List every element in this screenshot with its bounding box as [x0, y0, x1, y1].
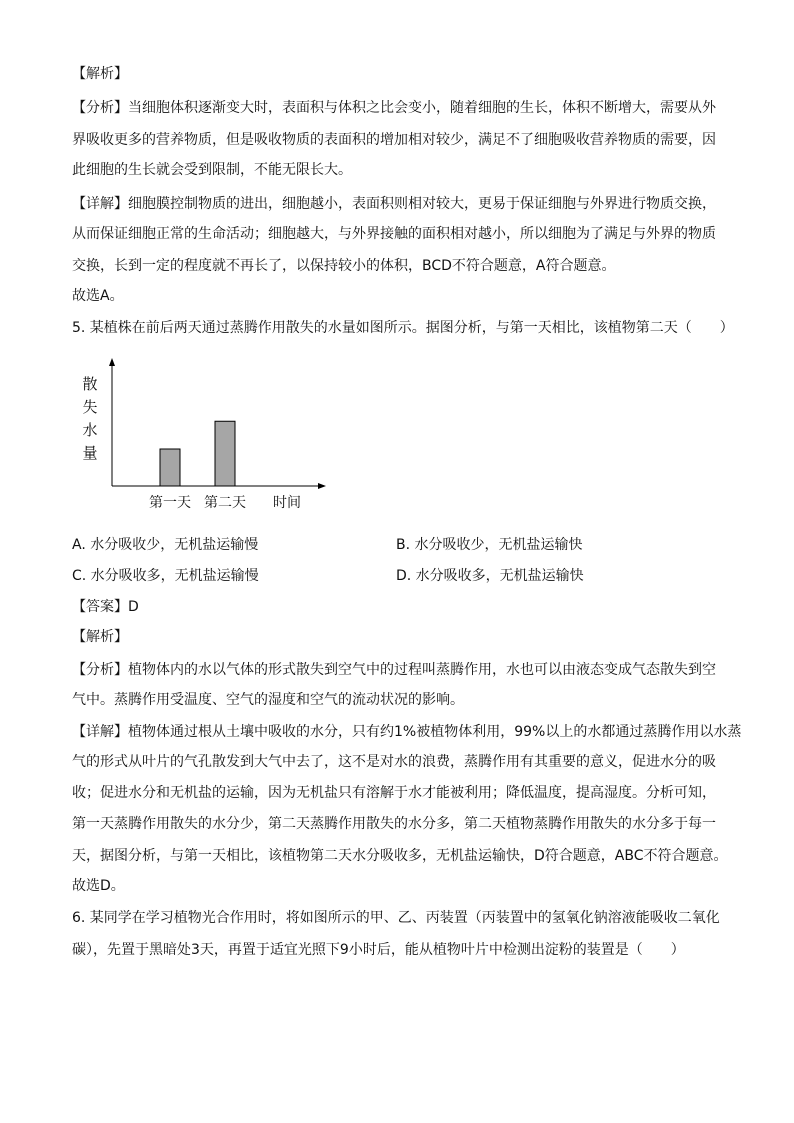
q5-stem: 5. 某植株在前后两天通过蒸腾作用散失的水量如图所示。据图分析，与第一天相比，该植物第二天（ ） [72, 320, 734, 336]
q5-xiangjie-line-5: 天，据图分析，与第一天相比，该植物第二天水分吸收多，无机盐运输快，D符合题意，ABC不符合题意。 [72, 848, 728, 864]
x-axis-arrow [318, 483, 326, 489]
q5-option-c[interactable]: C. 水分吸收多，无机盐运输慢 [72, 568, 259, 584]
q5-option-a[interactable]: A. 水分吸收少，无机盐运输慢 [72, 537, 259, 553]
x-axis-label: 时间 [273, 495, 301, 511]
q4-fenxi-line-3: 此细胞的生长就会受到限制，不能无限长大。 [72, 162, 352, 178]
q5-jiexi-heading: 【解析】 [72, 629, 128, 645]
q5-xiangjie-line-3: 收；促进水分和无机盐的运输，因为无机盐只有溶解于水才能被利用；降低温度，提高湿度。分析可知， [72, 785, 716, 801]
q6-stem-line-2: 碳），先置于黑暗处3天，再置于适宜光照下9小时后，能从植物叶片中检测出淀粉的装置是（ ） [72, 942, 685, 958]
q4-xiangjie-line-2: 从而保证细胞正常的生命活动；细胞越大，与外界接触的面积相对越小，所以细胞为了满足与外界的物质 [72, 226, 716, 242]
bar-2 [215, 421, 235, 486]
q5-xiangjie-line-2: 气的形式从叶片的气孔散发到大气中去了，这不是对水的浪费，蒸腾作用有其重要的意义，促进水分的吸 [72, 754, 716, 770]
q5-option-d[interactable]: D. 水分吸收多，无机盐运输快 [396, 568, 584, 584]
q5-daan: 【答案】D [72, 599, 139, 615]
q4-xiangjie-line-1: 【详解】细胞膜控制物质的进出，细胞越小，表面积则相对较大，更易于保证细胞与外界进行物质交换， [72, 196, 716, 212]
y-axis-label-char: 失 [82, 398, 98, 416]
q4-fenxi-line-1: 【分析】当细胞体积逐渐变大时，表面积与体积之比会变小，随着细胞的生长，体积不断增大，需要从外 [72, 100, 716, 116]
q5-fenxi-line-1: 【分析】植物体内的水以气体的形式散失到空气中的过程叫蒸腾作用，水也可以由液态变成气态散失到空 [72, 662, 716, 678]
q5-answer: 故选D。 [72, 878, 125, 894]
y-axis-label-char: 水 [82, 421, 98, 439]
q5-bar-chart [72, 356, 332, 516]
q5-xiangjie-line-4: 第一天蒸腾作用散失的水分少，第二天蒸腾作用散失的水分多，第二天植物蒸腾作用散失的水分多于每一 [72, 816, 716, 832]
q5-xiangjie-line-1: 【详解】植物体通过根从土壤中吸收的水分，只有约1%被植物体利用，99%以上的水都通过蒸腾作用以水蒸 [72, 724, 742, 740]
q6-stem-line-1: 6. 某同学在学习植物光合作用时，将如图所示的甲、乙、丙装置（丙装置中的氢氧化钠溶液能吸收二氧化 [72, 910, 720, 926]
q4-xiangjie-line-3: 交换，长到一定的程度就不再长了，以保持较小的体积，BCD不符合题意，A符合题意。 [72, 258, 616, 274]
y-axis-label-char: 量 [82, 444, 98, 462]
y-axis-label [82, 375, 97, 462]
q5-options-row-2 [72, 566, 732, 586]
x-tick-label-2: 第二天 [204, 495, 246, 511]
q4-jiexi-heading: 【解析】 [72, 66, 128, 82]
q5-options-row-1 [72, 535, 732, 555]
q4-fenxi-line-2: 界吸收更多的营养物质，但是吸收物质的表面积的增加相对较少，满足不了细胞吸收营养物质的需要，因 [72, 132, 716, 148]
y-axis-arrow [109, 358, 115, 366]
y-axis-label-char: 散 [82, 375, 98, 393]
q4-answer: 故选A。 [72, 288, 124, 304]
x-tick-label-1: 第一天 [149, 495, 191, 511]
q5-fenxi-line-2: 气中。蒸腾作用受温度、空气的湿度和空气的流动状况的影响。 [72, 692, 464, 708]
bar-1 [160, 449, 180, 486]
q5-option-b[interactable]: B. 水分吸收少，无机盐运输快 [396, 537, 583, 553]
